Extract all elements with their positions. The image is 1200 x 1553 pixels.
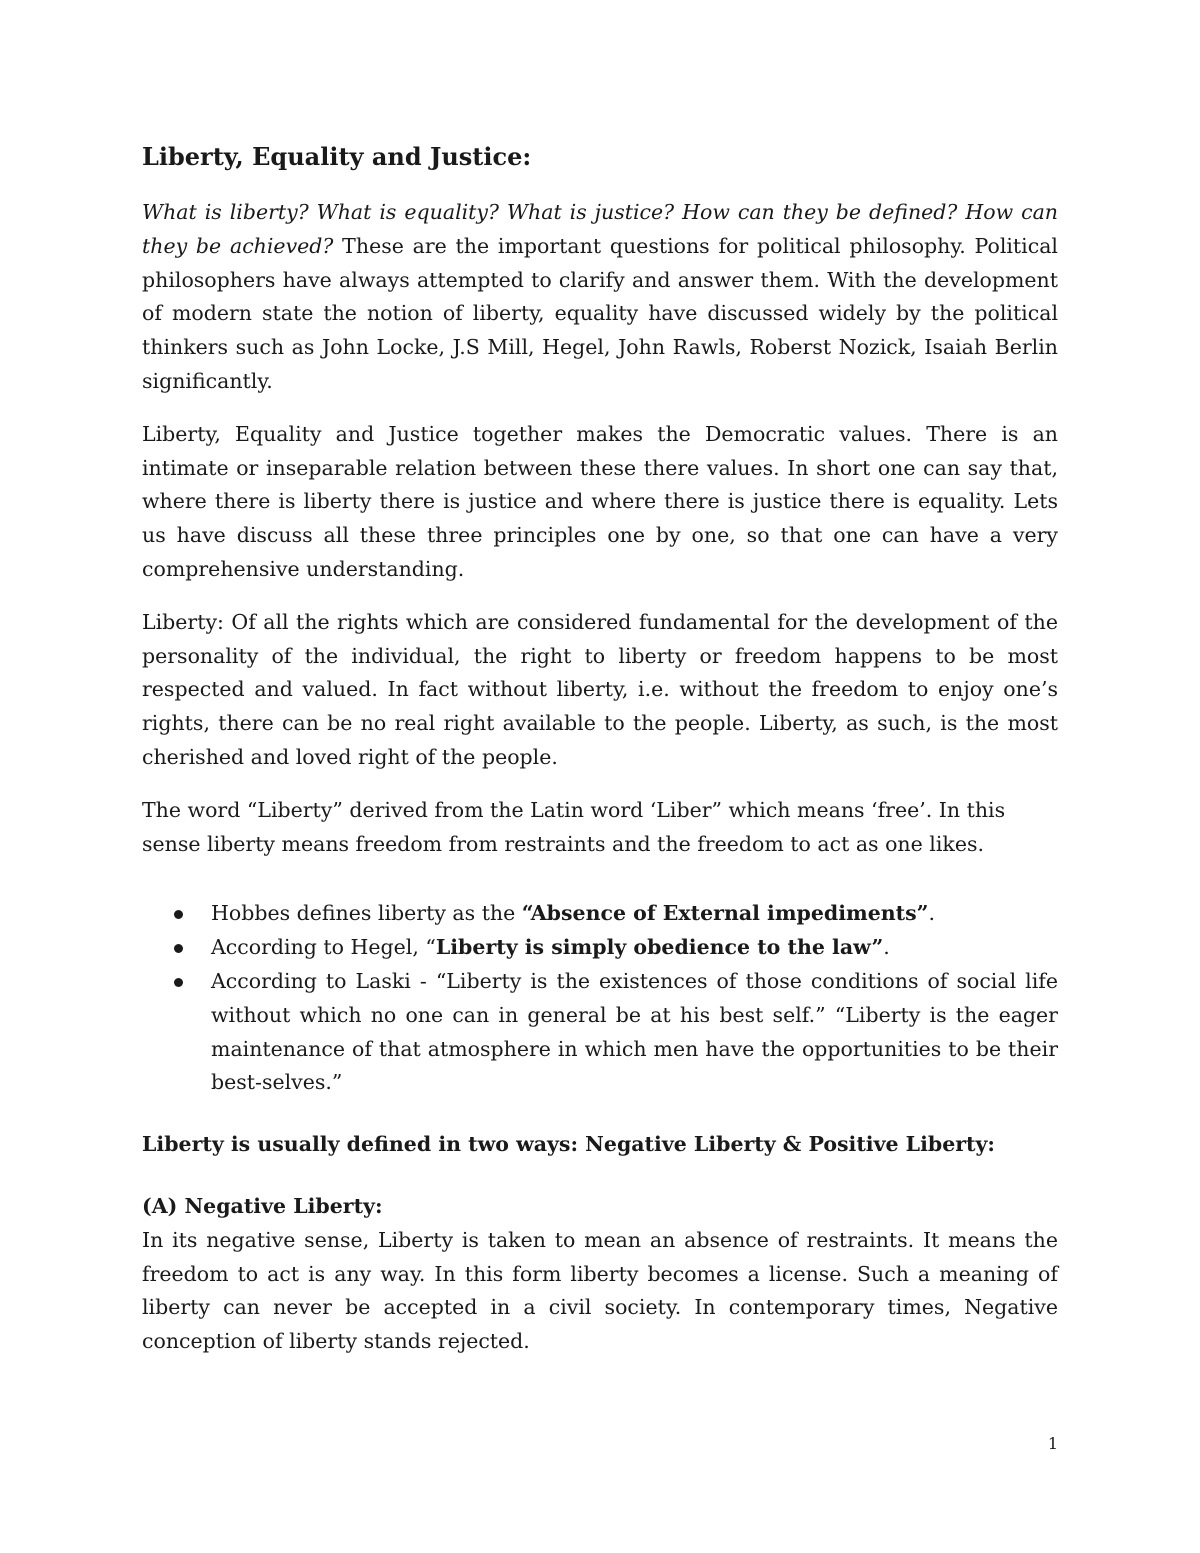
document-page — [142, 140, 1058, 1378]
definitions-list — [142, 897, 1058, 1100]
negative-liberty-paragraph: In its negative sense, Liberty is taken to mean an absence of restraints. It means the freedom to act is any way. In this form liberty becomes a license. Such a meaning of liberty can never be accepted in a civil society. In contemporary times, Negative conception of liberty stands rejected. — [142, 1227, 1058, 1354]
section-heading-two-ways: Liberty is usually defined in two ways: Negative Liberty & Positive Liberty: — [142, 1132, 995, 1157]
page-number: 1 — [1047, 1434, 1058, 1453]
intro-questions: What is liberty? What is equality? What is justice? How can they be defined? How can they be achieved? — [142, 200, 1058, 258]
hegel-quote: Liberty is simply obedience to the law” — [435, 935, 884, 960]
hegel-end: . — [883, 935, 890, 960]
bullet-icon — [174, 910, 183, 919]
list-item-hegel — [142, 931, 1058, 965]
section-heading-negative-liberty: (A) Negative Liberty: — [142, 1193, 383, 1218]
laski-text: According to Laski - “Liberty is the existences of those conditions of social life without which no one can in general be at his best self.” “Liberty is the eager maintenance of that atmosphere in which men have the opportunities to be their best-selves.” — [211, 968, 1058, 1095]
etymology-paragraph: The word “Liberty” derived from the Latin word ‘Liber” which means ‘free’. In this sense liberty means freedom from restraints and the freedom to act as one likes. — [142, 797, 1006, 856]
intro-paragraph — [142, 196, 1058, 399]
bullet-icon — [174, 978, 183, 987]
hobbes-text: Hobbes defines liberty as the — [211, 901, 522, 926]
democratic-values-paragraph: Liberty, Equality and Justice together makes the Democratic values. There is an intimate or inseparable relation between these there values. In short one can say that, where there is liberty there is justice and where there is justice there is equality. Lets us have discuss all these three principles one by one, so that one can have a very comprehensive understanding. — [142, 421, 1058, 581]
hobbes-quote: “Absence of External impediments” — [521, 901, 929, 926]
hegel-text: According to Hegel, “ — [211, 935, 436, 960]
liberty-definition-paragraph: Liberty: Of all the rights which are considered fundamental for the development of the personality of the individual, the right to liberty or freedom happens to be most respected and valued. In fact without liberty, i.e. without the freedom to enjoy one’s rights, there can be no real right available to the people. Liberty, as such, is the most cherished and loved right of the people. — [142, 609, 1058, 769]
intro-text: These are the important questions for political philosophy. Political philosophers have always attempted to clarify and answer them. With the development of modern state the notion of liberty, equality have discussed widely by the political thinkers such as John Locke, J.S Mill, Hegel, John Rawls, Roberst Nozick, Isaiah Berlin significantly. — [142, 233, 1058, 393]
list-item-laski — [142, 965, 1058, 1100]
hobbes-end: . — [928, 901, 936, 926]
document-title: Liberty, Equality and Justice: — [142, 142, 532, 171]
list-item-hobbes — [142, 897, 1058, 931]
bullet-icon — [174, 944, 183, 953]
